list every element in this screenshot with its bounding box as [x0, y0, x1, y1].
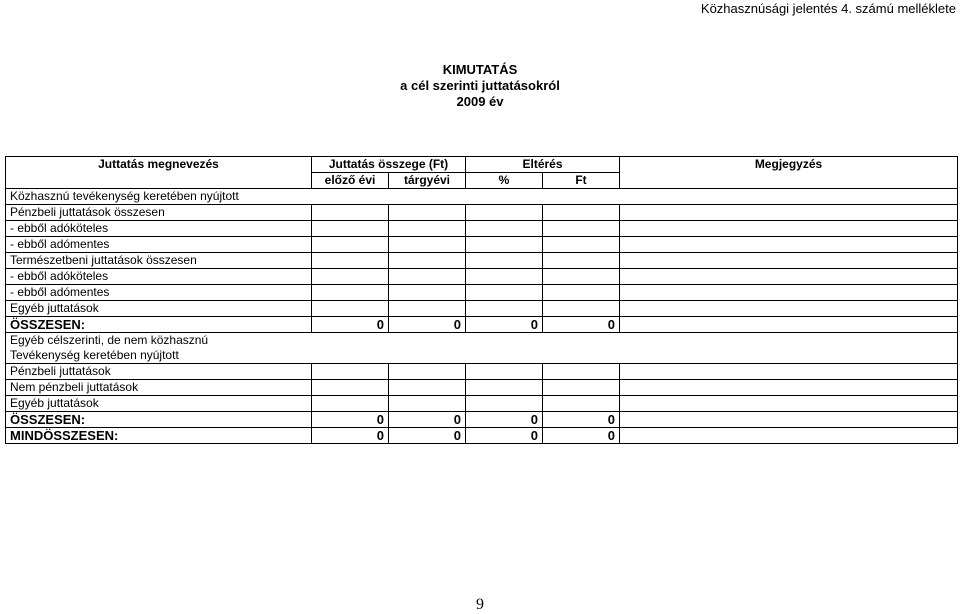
row-label: Pénzbeli juttatások összesen	[6, 205, 312, 221]
prev-value: 0	[312, 412, 389, 428]
pct-value: 0	[466, 428, 543, 444]
col-name-header: Juttatás megnevezés	[6, 157, 312, 173]
row-label: - ebből adómentes	[6, 237, 312, 253]
prev-value: 0	[312, 428, 389, 444]
table-row	[6, 269, 958, 285]
table-row	[6, 205, 958, 221]
subtitle: a cél szerinti juttatásokról	[400, 78, 560, 93]
table-row	[6, 253, 958, 269]
row-label: Pénzbeli juttatások	[6, 364, 312, 380]
table-row	[6, 348, 958, 364]
col-name-header-cont	[6, 173, 312, 189]
row-label: Tevékenység keretében nyújtott	[6, 348, 958, 364]
subtotal-row	[6, 412, 958, 428]
row-label: Közhasznú tevékenység keretében nyújtott	[6, 189, 958, 205]
year: 2009 év	[456, 94, 504, 109]
row-label: Egyéb juttatások	[6, 301, 312, 317]
table-row	[6, 364, 958, 380]
annex-label: Közhasznúsági jelentés 4. számú melléklete	[700, 1, 956, 16]
pct-value: 0	[466, 317, 543, 333]
table-row	[6, 189, 958, 205]
curr-value: 0	[389, 317, 466, 333]
header-row-2	[6, 173, 958, 189]
ft-value: 0	[543, 412, 620, 428]
subtotal-row	[6, 317, 958, 333]
row-label: - ebből adómentes	[6, 285, 312, 301]
ft-value: 0	[543, 317, 620, 333]
ft-value: 0	[543, 428, 620, 444]
table-row	[6, 285, 958, 301]
row-label: Egyéb célszerinti, de nem közhasznú	[6, 333, 958, 349]
table-row	[6, 237, 958, 253]
col-diff-header: Eltérés	[466, 157, 620, 173]
pct-value: 0	[466, 412, 543, 428]
col-amount-header: Juttatás összege (Ft)	[312, 157, 466, 173]
row-label: - ebből adóköteles	[6, 221, 312, 237]
col-note-header-cont	[620, 173, 958, 189]
curr-value: 0	[389, 412, 466, 428]
row-label: Természetbeni juttatások összesen	[6, 253, 312, 269]
table-row	[6, 380, 958, 396]
title: KIMUTATÁS	[442, 62, 518, 77]
row-label: MINDÖSSZESEN:	[6, 428, 312, 444]
row-label: - ebből adóköteles	[6, 269, 312, 285]
benefits-table	[5, 156, 958, 444]
col-pct-header: %	[466, 173, 543, 189]
row-label: Nem pénzbeli juttatások	[6, 380, 312, 396]
col-prev-header: előző évi	[312, 173, 389, 189]
table-row	[6, 333, 958, 349]
page-number: 9	[476, 596, 484, 613]
grand-total-row	[6, 428, 958, 444]
row-label: ÖSSZESEN:	[6, 317, 312, 333]
header-row-1	[6, 157, 958, 173]
curr-value: 0	[389, 428, 466, 444]
table-row	[6, 396, 958, 412]
col-ft-header: Ft	[543, 173, 620, 189]
table-row	[6, 221, 958, 237]
col-curr-header: tárgyévi	[389, 173, 466, 189]
table-row	[6, 301, 958, 317]
col-note-header: Megjegyzés	[620, 157, 958, 173]
row-label: Egyéb juttatások	[6, 396, 312, 412]
row-label: ÖSSZESEN:	[6, 412, 312, 428]
prev-value: 0	[312, 317, 389, 333]
